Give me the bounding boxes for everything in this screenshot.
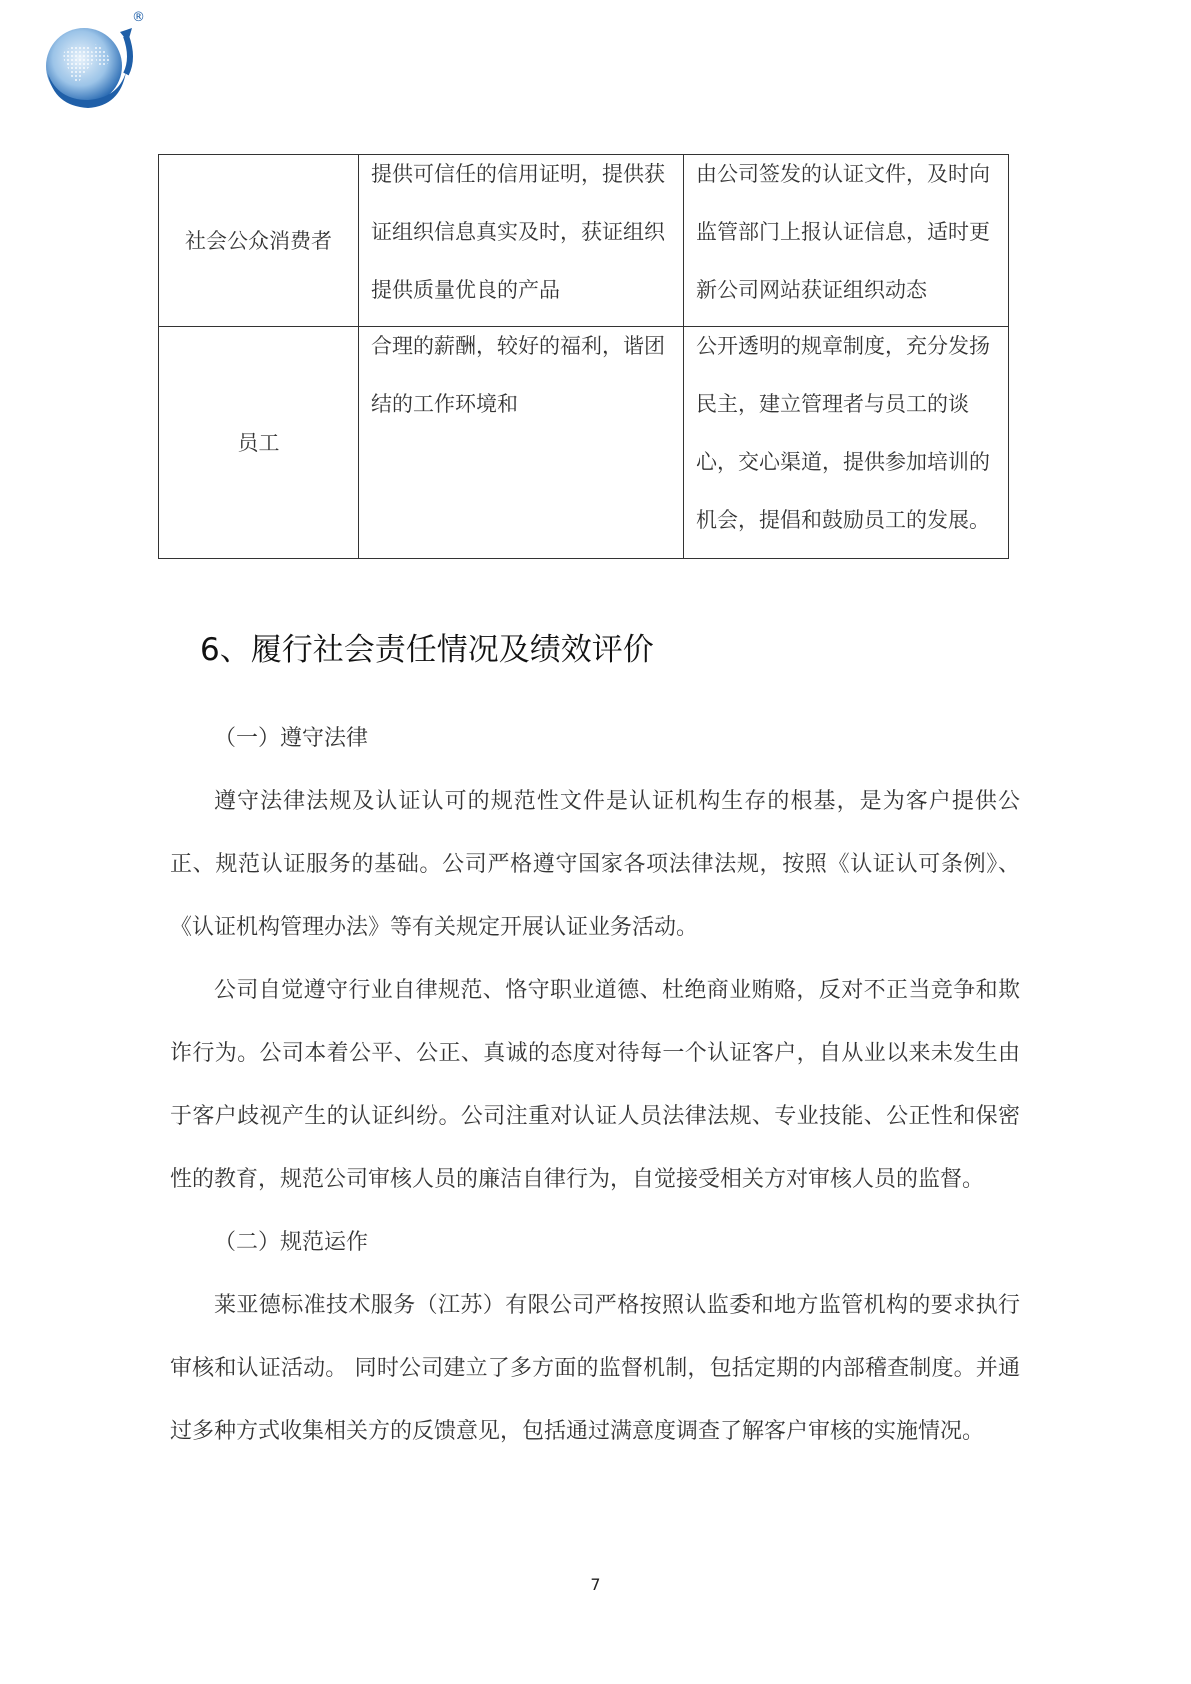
registered-mark: ® (132, 10, 145, 25)
paragraph: 公司自觉遵守行业自律规范、恪守职业道德、杜绝商业贿赂，反对不正当竞争和欺诈行为。公司本着公平、公正、真诚的态度对待每一个认证客户，自从业以来未发生由于客户歧视产生的认证纠纷。公司注重对认证人员法律法规、专业技能、公正性和保密性的教育，规范公司审核人员的廉洁自律行为，自觉接受相关方对审核人员的监督。 (170, 978, 1020, 1192)
page-number: 7 (590, 1575, 601, 1594)
party-cell: 社会公众消费者 (159, 155, 359, 327)
expectation-text: 提供可信任的信用证明，提供获证组织信息真实及时，获证组织提供质量优良的产品 (371, 162, 665, 302)
table-row (159, 155, 1009, 327)
subheading-standard-operation: （二）规范运作 (214, 1230, 369, 1255)
paragraph: 莱亚德标准技术服务（江苏）有限公司严格按照认监委和地方监管机构的要求执行审核和认证活动。 同时公司建立了多方面的监督机制，包括定期的内部稽查制度。并通过多种方式收集相关方的反馈意见，包括通过满意度调查了解客户审核的实施情况。 (170, 1293, 1020, 1444)
response-cell (684, 155, 1009, 327)
expectation-cell (359, 155, 684, 327)
response-text: 公开透明的规章制度，充分发扬民主，建立管理者与员工的谈心，交心渠道，提供参加培训的机会，提倡和鼓励员工的发展。 (696, 334, 990, 532)
response-text: 由公司签发的认证文件，及时向监管部门上报认证信息，适时更新公司网站获证组织动态 (696, 162, 990, 302)
response-cell (684, 327, 1009, 559)
expectation-cell (359, 327, 684, 559)
paragraph: 遵守法律法规及认证认可的规范性文件是认证机构生存的根基，是为客户提供公正、规范认证服务的基础。公司严格遵守国家各项法律法规，按照《认证认可条例》、《认证机构管理办法》等有关规定开展认证业务活动。 (170, 789, 1020, 940)
stakeholder-table (158, 154, 1009, 559)
party-cell: 员工 (159, 327, 359, 559)
section-heading: 6、履行社会责任情况及绩效评价 (200, 632, 654, 668)
company-logo (34, 10, 145, 122)
subheading-comply-law: （一）遵守法律 (214, 726, 369, 751)
section-body (170, 707, 1020, 1463)
globe-icon (34, 14, 142, 122)
table-row (159, 327, 1009, 559)
expectation-text: 合理的薪酬，较好的福利，谐团结的工作环境和 (371, 334, 665, 416)
